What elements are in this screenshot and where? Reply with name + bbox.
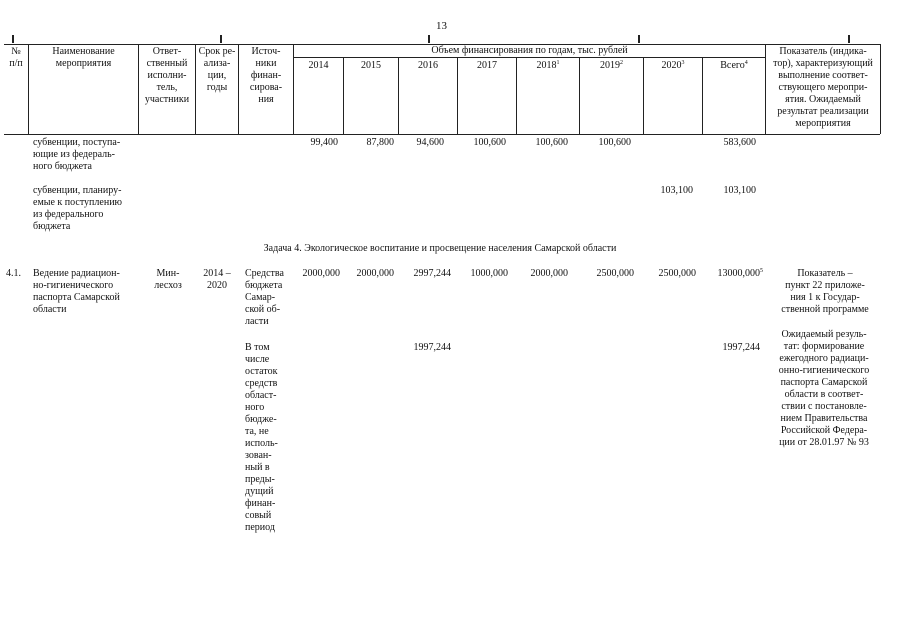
value-cell: 99,400 [310,137,338,148]
item-expected-result: Ожидаемый резуль- тат: формирование ежегодного радиаци- онно-гигиенического паспорта Самарской области в соответ- ствии с постановле- нием Правительства Российской Федера- ции от 28.01.97 № 93 [778,329,870,448]
value-cell-total: 1997,244 [722,342,760,353]
year-header: 2014 [308,60,329,71]
header-term: Срок ре- ализа- ции, годы [198,46,236,93]
value-cell: 103,100 [660,185,693,196]
item-term: 2014 – 2020 [203,268,231,291]
column-marker [428,35,430,43]
value-cell: 1000,000 [470,268,508,279]
row-federal-received-name: субвенции, поступа- ющие из федераль- ного бюджета [33,137,121,172]
year-header-total: Всего$^4$ [720,60,748,71]
item-source: Средства бюджета Самар- ской об- ласти [245,268,284,327]
value-cell: 94,600 [416,137,444,148]
page-number: 13 [436,20,447,32]
column-marker [638,35,640,43]
value-cell: 2000,000 [530,268,568,279]
value-cell: 100,600 [473,137,506,148]
value-cell: 1997,244 [413,342,451,353]
header-funding-title: Объем финансирования по годам, тыс. рублей [431,45,628,56]
year-header: 2016 [418,60,438,71]
year-header: 2015 [361,60,381,71]
row-federal-planned-name: субвенции, планиру- емые к поступлению из федерального бюджета [33,185,123,232]
funding-subheader-line [293,57,765,58]
year-header: 2019$^2$ [600,60,623,71]
value-cell: 2500,000 [658,268,696,279]
value-cell: 2500,000 [596,268,634,279]
value-cell: 2000,000 [356,268,394,279]
task-heading: Задача 4. Экологическое воспитание и просвещение населения Самарской области [263,243,617,254]
item-sub-source: В том числе остаток средств област- ного бюдже- та, не исполь- зован- ный в преды- дущий финан- совый период [245,342,278,533]
value-cell: 2997,244 [413,268,451,279]
value-cell: 87,800 [366,137,394,148]
value-cell: 2000,000 [302,268,340,279]
year-header: 2020$^3$ [661,60,685,71]
header-indicator: Показатель (индика- тор), характеризующий выполнение соответ- ствующего меропри- ятия. Ожидаемый результат реализации мероприятия [773,46,873,129]
header-bottom-border [4,134,880,135]
value-cell-total: 103,100 [723,185,756,196]
value-cell-total: 13000,000$^5$ [717,268,763,279]
item-indicator: Показатель – пункт 22 приложе- ния 1 к Государ- ственной программе [781,268,869,315]
column-marker [848,35,850,43]
year-header: 2017 [477,60,497,71]
header-source: Источ- ники финан- сирова- ния [249,46,283,105]
header-responsible: Ответ- ственный исполни- тель, участники [144,46,190,105]
column-marker [220,35,222,43]
column-marker [12,35,14,43]
value-cell: 100,600 [535,137,568,148]
item-name: Ведение радиацион- но-гигиенического паспорта Самарской области [33,268,120,315]
value-cell: 100,600 [598,137,631,148]
item-responsible: Мин- лесхоз [154,268,182,291]
value-cell-total: 583,600 [723,137,756,148]
item-number: 4.1. [6,268,21,279]
header-name: Наименование мероприятия [52,46,115,69]
header-num: № п/п [9,46,23,69]
year-header: 2018$^1$ [536,60,560,71]
